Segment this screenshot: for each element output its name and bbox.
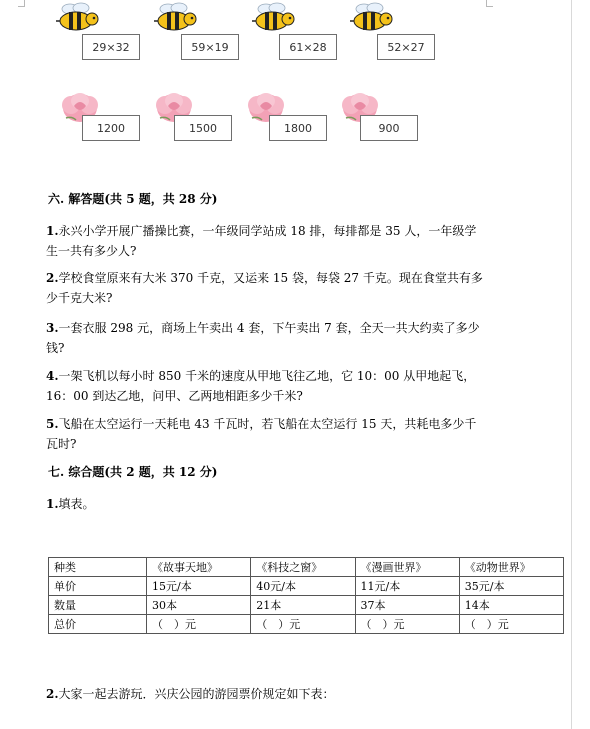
expression-box: 61×28 — [279, 34, 337, 60]
table-cell: （ ）元 — [355, 615, 459, 634]
table-cell: （ ）元 — [147, 615, 251, 634]
question-number: 2. — [46, 687, 59, 701]
table-cell: 37本 — [355, 596, 459, 615]
question-number: 2. — [46, 271, 59, 285]
question-text: 填表。 — [58, 497, 95, 511]
expression-box: 29×32 — [82, 34, 140, 60]
crop-mark — [486, 6, 493, 7]
value-box: 1500 — [174, 115, 232, 141]
value-box: 900 — [360, 115, 418, 141]
bee-icon — [56, 2, 100, 32]
table-row — [49, 596, 564, 615]
bee-icon — [154, 2, 198, 32]
table-cell: 种类 — [49, 558, 147, 577]
question-1 — [46, 221, 486, 261]
expression-box: 52×27 — [377, 34, 435, 60]
table-cell: 15元/本 — [147, 577, 251, 596]
section-7-title: 七. 综合题(共 2 题，共 12 分) — [48, 465, 218, 479]
table-cell: 《动物世界》 — [459, 558, 563, 577]
table-cell: 21本 — [251, 596, 355, 615]
question-text: 一架飞机以每小时 850 千米的速度从甲地飞往乙地，它 10：00 从甲地起飞，16：00 到达乙地，问甲、乙两地相距多少千米? — [46, 369, 476, 403]
value-box: 1800 — [269, 115, 327, 141]
question-3 — [46, 318, 486, 358]
table-cell: （ ）元 — [251, 615, 355, 634]
question-5 — [46, 414, 486, 454]
crop-mark — [18, 6, 25, 7]
table-cell: （ ）元 — [459, 615, 563, 634]
table-cell: 11元/本 — [355, 577, 459, 596]
table-cell: 《故事天地》 — [147, 558, 251, 577]
section-7-question-2 — [46, 684, 486, 704]
question-text: 永兴小学开展广播操比赛，一年级同学站成 18 排，每排都是 35 人，一年级学生一共有多少人? — [46, 224, 477, 258]
table-cell: 14本 — [459, 596, 563, 615]
table-cell: 数量 — [49, 596, 147, 615]
page-edge — [571, 0, 572, 729]
value-box: 1200 — [82, 115, 140, 141]
question-number: 3. — [46, 321, 59, 335]
question-number: 5. — [46, 417, 59, 431]
question-text: 学校食堂原来有大米 370 千克，又运来 15 袋，每袋 27 千克。现在食堂共有多少千克大米? — [46, 271, 483, 305]
question-text: 大家一起去游玩．兴庆公园的游园票价规定如下表： — [58, 687, 335, 701]
table-row — [49, 558, 564, 577]
question-number: 1. — [46, 224, 59, 238]
section-7-question-1 — [46, 494, 486, 514]
question-2 — [46, 268, 486, 308]
table-cell: 40元/本 — [251, 577, 355, 596]
table-cell: 总价 — [49, 615, 147, 634]
table-cell: 35元/本 — [459, 577, 563, 596]
question-number: 4. — [46, 369, 59, 383]
table-row — [49, 577, 564, 596]
bee-icon — [252, 2, 296, 32]
expression-box: 59×19 — [181, 34, 239, 60]
question-text: 一套衣服 298 元，商场上午卖出 4 套，下午卖出 7 套，全天一共大约卖了多少钱? — [46, 321, 480, 355]
table-cell: 30本 — [147, 596, 251, 615]
table-row — [49, 615, 564, 634]
question-text: 飞船在太空运行一天耗电 43 千瓦时，若飞船在太空运行 15 天，共耗电多少千瓦时? — [46, 417, 477, 451]
question-4 — [46, 366, 486, 406]
table-cell: 《漫画世界》 — [355, 558, 459, 577]
bee-icon — [350, 2, 394, 32]
table-cell: 《科技之窗》 — [251, 558, 355, 577]
table-cell: 单价 — [49, 577, 147, 596]
fill-in-table — [48, 557, 564, 634]
section-6-title: 六. 解答题(共 5 题，共 28 分) — [48, 192, 218, 206]
question-number: 1. — [46, 497, 59, 511]
